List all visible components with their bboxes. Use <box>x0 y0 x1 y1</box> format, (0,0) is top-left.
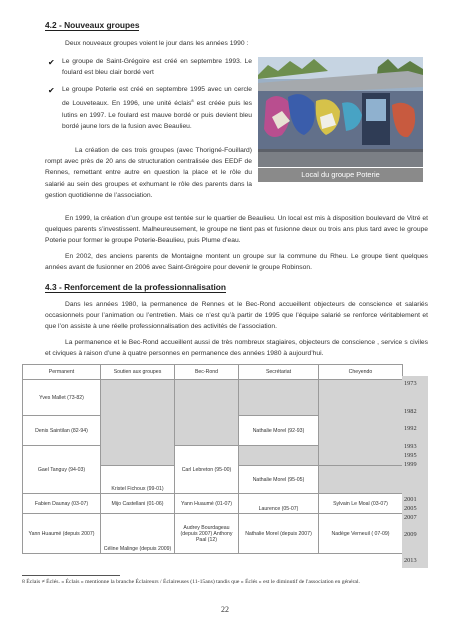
table-cell: Carl Lebreton (95-00) <box>175 446 239 494</box>
table-cell: Yann Huaumé (depuis 2007) <box>23 514 101 554</box>
table-cell: Sylvain Le Moal (03-07) <box>319 494 403 514</box>
local-poterie-photo <box>258 57 423 167</box>
table-cell: Laurence (05-07) <box>239 494 319 514</box>
year-label: 2009 <box>404 531 417 538</box>
header-bec-rond: Bec-Rond <box>175 365 239 380</box>
checkmark-icon: ✔ <box>48 58 55 67</box>
table-cell: Nathalie Morel (95-05) <box>239 466 319 494</box>
section-4-2-paragraph-1: La création de ces trois groupes (avec Thorigné-Fouillard) rompt avec près de 20 ans de structuration centralisée des EEDF de Rennes, remettant entre autre en question la place et le rôle du salarié au sein des groupes et exhumant le rôle des parents dans la gestion quotidienne de l’association. <box>45 147 252 199</box>
section-4-3-paragraph-2: La permanence et le Bec-Rond accueillent aussi de très nombreux stagiaires, objecteurs de conscience , service s civiles et civiques à raison d’une à quatre personnes en permanence des années 1980 à aujourd’hui. <box>45 339 428 358</box>
section-4-3-paragraph-1: Dans les années 1980, la permanence de Rennes et le Bec-Rond accueillent objecteurs de conscience et salariés occasionnels pour l’animation ou l’entretien. Mais ce n’est qu’à partir de 1995 que l’équipe salarié se renforce véritablement et que l’on assiste à une réelle professionnalisation des activités de l’association. <box>45 301 428 331</box>
header-secretariat: Secrétariat <box>239 365 319 380</box>
table-cell: Nadège Verneuil ( 07-09) <box>319 514 403 554</box>
year-label: 1999 <box>404 461 417 468</box>
header-permanent: Permanent <box>23 365 101 380</box>
year-label: 2001 <box>404 496 417 503</box>
page-number: 22 <box>221 605 229 614</box>
section-4-2-title: 4.2 - Nouveaux groupes <box>45 20 140 30</box>
footnote-divider <box>22 575 120 576</box>
section-4-2-paragraph-3: En 2002, des anciens parents de Montaigne montent un groupe sur la commune du Rheu. Le groupe tient quelques années avant de fusionner en 2006 avec Saint-Grégoire pour devenir le groupe Robinson. <box>45 253 428 272</box>
year-label: 1993 <box>404 443 417 450</box>
bullet-saint-gregoire: Le groupe de Saint-Grégoire est créé en septembre 1993. Le foulard est bleu clair bordé vert <box>62 58 252 77</box>
table-cell: Yves Mallet (73-82) <box>23 380 101 416</box>
checkmark-icon: ✔ <box>48 86 55 95</box>
section-4-2-paragraph-2: En 1999, la création d’un groupe est tentée sur le quartier de Beaulieu. Un local est mis à disposition boulevard de Vitré et quelques parents s’investissent. Malheureusement, le groupe ne tient pas et fusionne deux ou trois ans plus tard avec le groupe Poterie pour former le groupe Poterie-Beaulieu, puis Plume d’eau. <box>45 215 428 245</box>
table-cell: Mijo Castellani (01-06) <box>101 494 175 514</box>
table-cell: Fabien Daunay (03-07) <box>23 494 101 514</box>
table-cell: Céline Malinge (depuis 2009) <box>101 514 175 554</box>
photo-caption: Local du groupe Poterie <box>258 168 423 182</box>
year-label: 1982 <box>404 408 417 415</box>
footnote-8: 8 Éclais ≠ Éclés. « Éclais » mentionne la branche Éclaireurs / Éclaireuses (11-15ans) tandis que « Éclés » est le diminutif de l'association en général. <box>22 579 360 585</box>
table-cell: Audrey Bourdageau (depuis 2007) Anthony Paal (12) <box>175 514 239 554</box>
bullet-poterie: Le groupe Poterie est créé en septembre 1995 avec un cercle de Louveteaux. En 1996, une unité éclais$^8$ est créée puis les lutins en 1997. Le foulard est mauve bordé or puis devient bleu bordé jaune lors de la fusion avec Beaulieu. <box>62 86 252 130</box>
table-cell: Kristel Fichoux (99-01) <box>101 466 175 494</box>
year-label: 1995 <box>404 452 417 459</box>
year-label: 2013 <box>404 557 417 564</box>
year-label: 1973 <box>404 380 417 387</box>
table-cell: Yann Huaumé (01-07) <box>175 494 239 514</box>
year-label: 1992 <box>404 425 417 432</box>
section-4-2-intro: Deux nouveaux groupes voient le jour dans les années 1990 : <box>65 40 249 47</box>
year-label: 2007 <box>404 514 417 521</box>
header-cheyendo: Cheyendo <box>319 365 403 380</box>
year-label: 2005 <box>404 505 417 512</box>
table-cell: Gael Tanguy (94-03) <box>23 446 101 494</box>
header-soutien: Soutien aux groupes <box>101 365 175 380</box>
staff-timeline-table <box>22 364 429 554</box>
section-4-3-title: 4.3 - Renforcement de la professionnalisation <box>45 282 227 292</box>
table-cell: Denis Saintilan (82-94) <box>23 416 101 446</box>
table-cell: Nathalie Morel (92-93) <box>239 416 319 446</box>
table-cell: Nathalie Morel (depuis 2007) <box>239 514 319 554</box>
years-column <box>402 376 428 568</box>
